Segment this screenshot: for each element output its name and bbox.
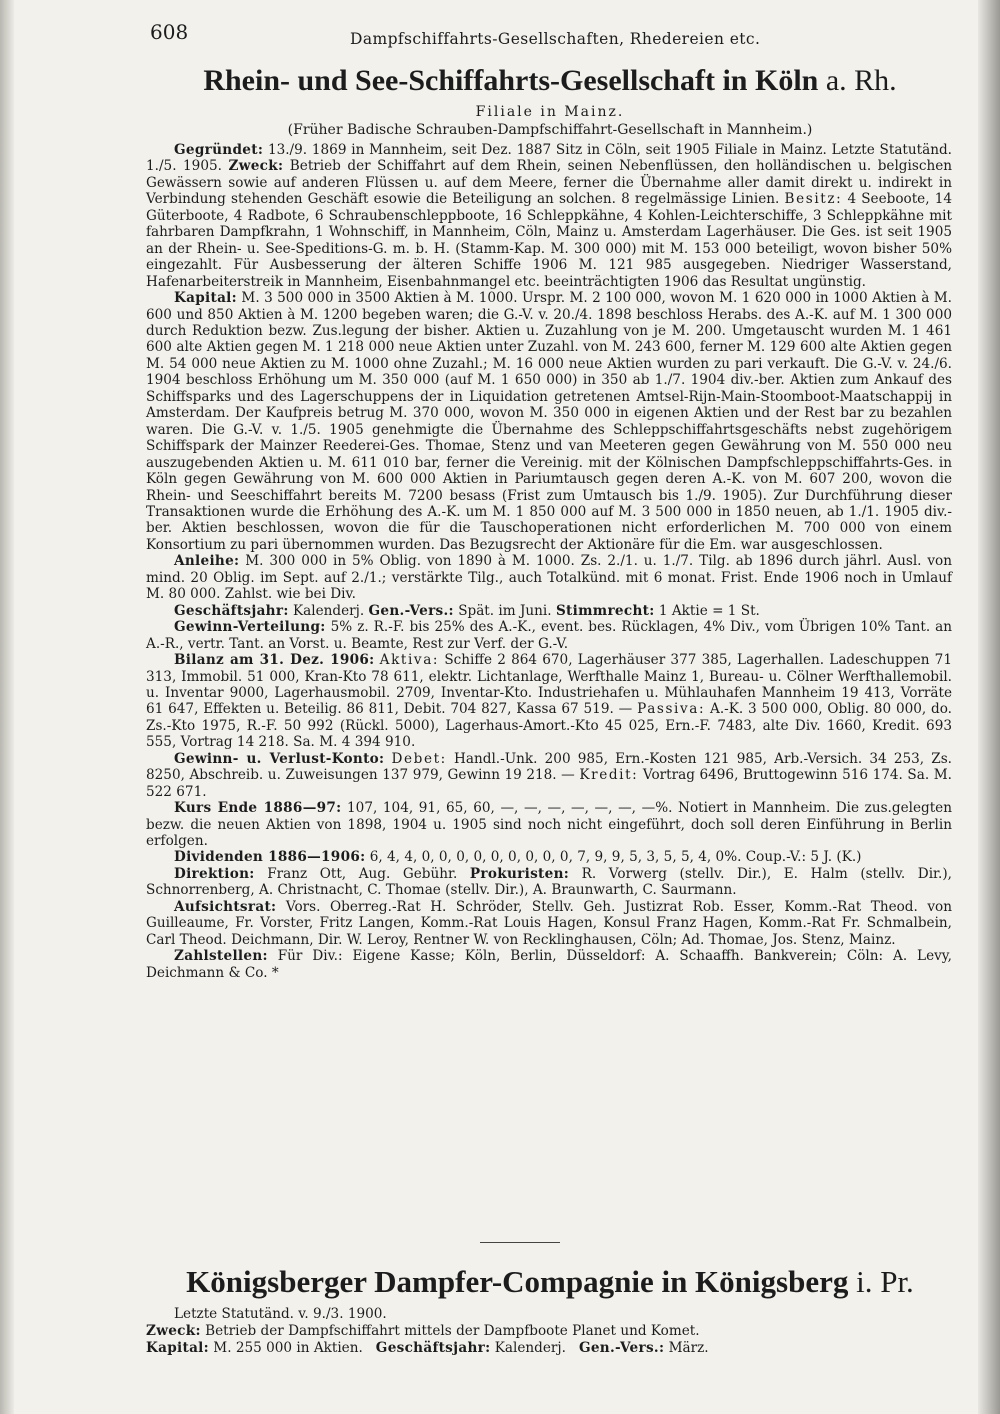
genvers-text: Spät. im Juni. bbox=[458, 602, 552, 619]
aktiva-text: Schiffe 2 864 670, Lagerhäuser 377 385, Lagerhallen. Ladeschuppen 71 313, Immobil. 51 000, Kran-Kto 78 611, elektr. Lichtanlage, Werfthalle Mainz 1, Bureau- u. Cölner Werfthallemobil. u. Inventar 9000, Lagerhausmobil. 2709, Inventar-Kto. Industriehafen u. Mühlauhafen Mannheim 19 413, Vorräte 61 647, Effekten u. Beteilig. 86 811, Debit. 704 827, Kassa 67 519. — bbox=[146, 652, 952, 718]
debet-label: Debet: bbox=[391, 750, 447, 767]
gegruendet-label: Gegründet: bbox=[174, 142, 264, 158]
company1-title-main: Rhein- und See-Schiffahrts-Gesellschaft in Köln bbox=[203, 64, 819, 97]
running-head: Dampfschiffahrts-Gesellschaften, Rhedereien etc. bbox=[350, 30, 761, 48]
zweck-label: Zweck: bbox=[228, 158, 284, 175]
company2-kapital-paragraph bbox=[146, 1340, 952, 1357]
company2-zweck-text: Betrieb der Dampfschiffahrt mittels der Dampfboote Planet und Komet. bbox=[205, 1323, 700, 1339]
company2-genvers-text: März. bbox=[668, 1340, 709, 1356]
dividenden-label: Dividenden 1886—1906: bbox=[174, 849, 366, 866]
geschaeftsjahr-text: Kalenderj. bbox=[292, 602, 365, 619]
prokuristen-label: Prokuristen: bbox=[469, 865, 570, 882]
zweck-text: Betrieb der Schiffahrt auf dem Rhein, seinen Nebenflüssen, den holländischen u. belgischen Gewässern sowie auf anderen Flüssen u. auf dem Meere, ferner die Übernahme aller damit direkt u. indirekt in Verbindung stehenden Geschäft esowie die Beteiligung an solchen. 8 regelmässige Linien. bbox=[146, 158, 953, 208]
bilanz-paragraph bbox=[146, 652, 952, 751]
guv-paragraph bbox=[146, 751, 952, 800]
direktion-text: Franz Ott, Aug. Gebühr. bbox=[267, 865, 458, 882]
dividenden-paragraph bbox=[146, 849, 952, 865]
page-header bbox=[150, 20, 950, 54]
aufsichtsrat-paragraph bbox=[146, 899, 952, 948]
guv-label: Gewinn- u. Verlust-Konto: bbox=[174, 750, 385, 767]
passiva-text: A.-K. 3 500 000, Oblig. 80 000, do. Zs.-Kto 1975, R.-F. 50 992 (Rückl. 5000), Lagerhaus-Amort.-Kto 45 025, Ern.-F. 7483, alte Div. 1660, Kredit. 693 555, Vortrag 14 218. Sa. M. 4 394 910. bbox=[146, 701, 953, 751]
company2-title bbox=[150, 1264, 950, 1300]
aufsichtsrat-text: Vors. Oberreg.-Rat H. Schröder, Stellv. Geh. Justizrat Rob. Esser, Komm.-Rat Theod. von Guilleaume, Fr. Vorster, Fritz Langen, Komm.-Rat Louis Hagen, Konsul Franz Hagen, Komm.-Rat Fr. Schmalbein, Carl Theod. Deichmann, Dir. W. Leroy, Rentner W. von Recklinghausen, Cöln; Ad. Thomae, Jos. Stenz, Mainz. bbox=[146, 898, 952, 948]
kapital-paragraph bbox=[146, 290, 952, 553]
geschaeftsjahr-label: Geschäftsjahr: bbox=[174, 602, 289, 619]
anleihe-paragraph bbox=[146, 553, 952, 602]
kurs-text: 107, 104, 91, 65, 60, —, —, —, —, —, —, —%. Notiert in Mannheim. Die zus.gelegten bezw. die neuen Aktien von 1898, 1904 u. 1905 sind noch nicht eingeführt, doch soll deren Einführung in Berlin erfolgen. bbox=[146, 800, 952, 850]
company2-title-suffix: i. Pr. bbox=[856, 1264, 914, 1299]
company2-geschaeftsjahr-label: Geschäftsjahr: bbox=[375, 1340, 491, 1356]
section-divider bbox=[480, 1242, 560, 1243]
page-left-edge bbox=[0, 0, 14, 1414]
kapital-text: M. 3 500 000 in 3500 Aktien à M. 1000. Urspr. M. 2 100 000, wovon M. 1 620 000 in 1000 Aktien à M. 600 und 850 Aktien à M. 1200 begeben waren; die G.-V. v. 20./4. 1898 beschloss Herabs. des A.-K. auf M. 1 300 000 durch Reduktion bezw. Zus.legung der bisher. Aktien u. Zuzahlung von je M. 200. Umgetauscht wurden M. 1 461 600 alte Aktien gegen M. 1 218 000 neue Aktien unter Zuzahl. von M. 243 600, ferner M. 129 600 alte Aktien gegen M. 54 000 neue Aktien zu M. 1000 ohne Zuzahl.; M. 16 000 neue Aktien wurden zu pari verkauft. Die G.-V. v. 24./6. 1904 beschloss Erhöhung um M. 350 000 (auf M. 1 650 000) in 350 ab 1./7. 1904 div.-ber. Aktien zum Ankauf des Schiffsparks und des Lagerschuppens der in Liquidation getretenen Amtsel-Rijn-Main-Stoomboot-Maatschappij in Amsterdam. Der Kaufpreis betrug M. 370 000, wovon M. 350 000 in eigenen Aktien und der Rest bar zu bezahlen waren. Die G.-V. v. 1./5. 1905 genehmigte die Übernahme des Schleppschiffahrtsgeschäfts nebst zugehörigem Schiffspark der Mainzer Reederei-Ges. Thomae, Stenz und van Meeteren gegen Gewährung von M. 550 000 neu auszugebenden Aktien u. M. 611 010 bar, ferner die Vereinig. mit der Kölnischen Dampfschleppschiffahrts-Ges. in Köln gegen Gewährung von M. 600 000 Aktien in Pariumtausch gegen deren A.-K. von M. 607 200, wovon die Rhein- und Seeschiffahrt bereits M. 7200 besass (Frist zum Umtausch bis 1./9. 1905). Zur Durchführung dieser Transaktionen wurde die Erhöhung des A.-K. um M. 1 850 000 auf M. 3 500 000 in 1850 neuen, ab 1./1. 1905 div.-ber. Aktien beschlossen, wovon die für die Tauschoperationen nicht erforderlichen M. 700 000 von einem Konsortium zu pari übernommen wurden. Das Bezugsrecht der Aktionäre für die Em. war ausgeschlossen. bbox=[146, 290, 952, 553]
direktion-label: Direktion: bbox=[174, 865, 255, 882]
geschaeftsjahr-paragraph bbox=[146, 603, 952, 619]
bilanz-label: Bilanz am 31. Dez. 1906: bbox=[174, 652, 375, 669]
aktiva-label: Aktiva: bbox=[379, 652, 440, 669]
company2-kapital-text: M. 255 000 in Aktien. bbox=[213, 1340, 363, 1356]
company1-title bbox=[150, 64, 950, 98]
kredit-text: Vortrag 6496, Bruttogewinn 516 174. Sa. M. 522 671. bbox=[146, 767, 952, 800]
zahlstellen-paragraph bbox=[146, 948, 952, 981]
company2-zweck-label: Zweck: bbox=[146, 1323, 201, 1339]
company2-zweck-paragraph bbox=[146, 1323, 952, 1340]
passiva-label: Passiva: bbox=[637, 701, 706, 718]
gegruendet-text: 13./9. 1869 in Mannheim, seit Dez. 1887 Sitz in Cöln, seit 1905 Filiale in Mainz. Letzte Statutänd. 1./5. 1905. bbox=[146, 142, 952, 175]
kurs-paragraph bbox=[146, 800, 952, 849]
gewinn-paragraph bbox=[146, 619, 952, 652]
stimmrecht-text: 1 Aktie = 1 St. bbox=[658, 602, 760, 619]
prokuristen-text: R. Vorwerg (stellv. Dir.), E. Halm (stellv. Dir.), Schnorrenberg, A. Christnacht, C. Thomae (stellv. Dir.), A. Braunwarth, C. Saurmann. bbox=[146, 865, 953, 899]
company2-genvers-label: Gen.-Vers.: bbox=[578, 1340, 665, 1356]
dividenden-text: 6, 4, 4, 0, 0, 0, 0, 0, 0, 0, 0, 0, 7, 9, 9, 5, 3, 5, 5, 4, 0%. Coup.-V.: 5 J. (K.) bbox=[369, 849, 862, 866]
kredit-label: Kredit: bbox=[579, 767, 639, 784]
company1-filiale: Filiale in Mainz. bbox=[475, 104, 625, 120]
besitz-label: Besitz: bbox=[784, 191, 843, 208]
gegruendet-paragraph bbox=[146, 142, 952, 290]
company1-former-name: (Früher Badische Schrauben-Dampfschiffahrt-Gesellschaft in Mannheim.) bbox=[287, 122, 813, 138]
stimmrecht-label: Stimmrecht: bbox=[555, 602, 655, 619]
gewinn-text: 5% z. R.-F. bis 25% des A.-K., event. bes. Rücklagen, 4% Div., vom Übrigen 10% Tant. an A.-R., vertr. Tant. an Vorst. u. Beamte, Rest zur Verf. der G.-V. bbox=[146, 619, 953, 652]
genvers-label: Gen.-Vers.: bbox=[368, 602, 454, 619]
company2-entry bbox=[146, 1306, 952, 1357]
zahlstellen-label: Zahlstellen: bbox=[174, 948, 268, 965]
company2-kapital-label: Kapital: bbox=[146, 1340, 209, 1356]
company2-title-main: Königsberger Dampfer-Compagnie in Königsberg bbox=[186, 1264, 849, 1299]
page-number: 608 bbox=[150, 20, 189, 44]
gewinn-label: Gewinn-Verteilung: bbox=[174, 619, 326, 636]
company2-geschaeftsjahr-text: Kalenderj. bbox=[494, 1340, 566, 1356]
company1-title-suffix: a. Rh. bbox=[825, 64, 897, 97]
debet-text: Handl.-Unk. 200 985, Ern.-Kosten 121 985, Arb.-Versich. 34 253, Zs. 8250, Abschreib. u. Zuweisungen 137 979, Gewinn 19 218. — bbox=[146, 750, 953, 784]
company2-statut: Letzte Statutänd. v. 9./3. 1900. bbox=[174, 1306, 387, 1322]
anleihe-text: M. 300 000 in 5% Oblig. von 1890 à M. 1000. Zs. 2./1. u. 1./7. Tilg. ab 1896 durch jährl. Ausl. von mind. 20 Oblig. im Sept. auf 2./1.; verstärkte Tilg., auch Totalkünd. mit 6 monat. Frist. Ende 1906 noch in Umlauf M. 80 000. Zahlst. wie bei Div. bbox=[146, 553, 952, 603]
aufsichtsrat-label: Aufsichtsrat: bbox=[174, 898, 277, 915]
kapital-label: Kapital: bbox=[174, 290, 237, 307]
page-right-edge bbox=[978, 0, 1000, 1414]
company1-entry bbox=[146, 142, 952, 981]
zahlstellen-text: Für Div.: Eigene Kasse; Köln, Berlin, Düsseldorf: A. Schaaffh. Bankverein; Cöln: A. Levy, Deichmann & Co. * bbox=[146, 948, 952, 981]
besitz-text: 4 Seeboote, 14 Güterboote, 4 Radbote, 6 Schraubenschleppboote, 16 Schleppkähne, 4 Kohlen-Leichterschiffe, 3 Schleppkähne mit fahrbaren Dampfkrahn, 1 Wohnschiff, in Mannheim, Cöln, Mainz u. Amsterdam Lagerhäuser. Die Ges. ist seit 1905 an der Rhein- u. See-Speditions-G. m. b. H. (Stamm-Kap. M. 300 000) mit M. 153 000 beteiligt, wovon bisher 50% eingezahlt. Für Ausbesserung der älteren Schiffe 1906 M. 121 985 ausgegeben. Niedriger Wasserstand, Hafenarbeiterstreik in Mannheim, Eisenbahnmangel etc. beeinträchtigten 1906 das Resultat ungünstig. bbox=[146, 191, 952, 290]
direktion-paragraph bbox=[146, 866, 952, 899]
anleihe-label: Anleihe: bbox=[174, 553, 240, 570]
kurs-label: Kurs Ende 1886—97: bbox=[174, 800, 342, 817]
